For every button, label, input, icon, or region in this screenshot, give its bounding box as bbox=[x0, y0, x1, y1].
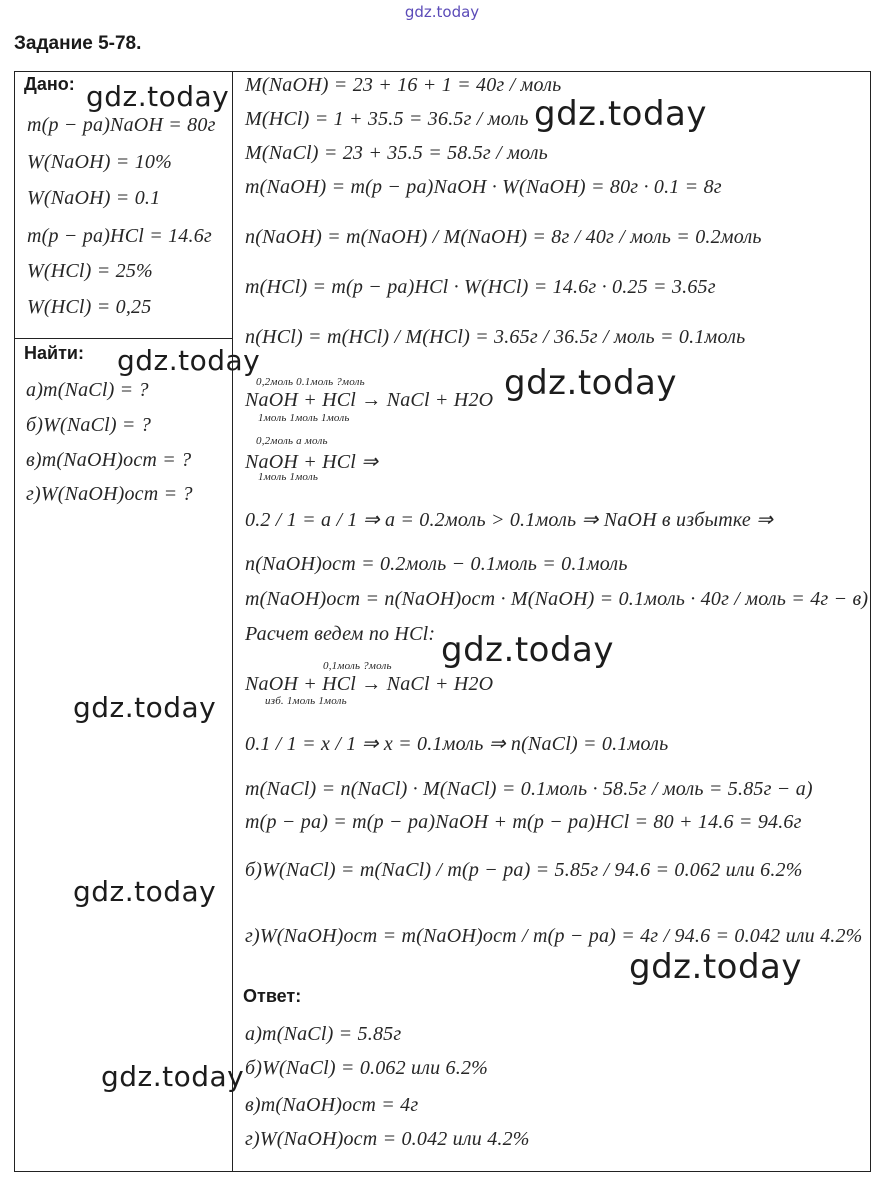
solution-line: n(NaOH)ост = 0.2моль − 0.1моль = 0.1моль bbox=[245, 553, 628, 575]
find-line: а)m(NaCl) = ? bbox=[26, 379, 149, 401]
reaction-amounts: 0,1моль ?моль bbox=[323, 660, 392, 672]
watermark: gdz.today bbox=[86, 80, 230, 113]
watermark: gdz.today bbox=[504, 363, 677, 403]
given-label: Дано: bbox=[24, 74, 75, 94]
answer-line: а)m(NaCl) = 5.85г bbox=[245, 1023, 402, 1045]
find-line: г)W(NaOH)ост = ? bbox=[26, 483, 193, 505]
column-divider bbox=[232, 71, 233, 1172]
reaction-amounts: 0,2моль 0.1моль ?моль bbox=[256, 376, 365, 388]
watermark: gdz.today bbox=[441, 630, 614, 670]
site-link[interactable]: gdz.today bbox=[404, 3, 480, 21]
solution-line: 0.1 / 1 = x / 1 ⇒ x = 0.1моль ⇒ n(NaCl) = 0.1моль bbox=[245, 733, 669, 755]
solution-line: m(HCl) = m(p − pa)HCl · W(HCl) = 14.6г · 0.25 = 3.65г bbox=[245, 276, 716, 298]
reaction-moles: 1моль 1моль bbox=[258, 471, 319, 483]
watermark: gdz.today bbox=[73, 875, 217, 908]
reaction-moles: изб. 1моль 1моль bbox=[265, 695, 347, 707]
solution-line: г)W(NaOH)ост = m(NaOH)ост / m(p − pa) = 4г / 94.6 = 0.042 или 4.2% bbox=[245, 925, 863, 947]
solution-line: 0.2 / 1 = a / 1 ⇒ a = 0.2моль > 0.1моль ⇒ NaOH в избытке ⇒ bbox=[245, 509, 774, 531]
given-line: W(HCl) = 0,25 bbox=[27, 296, 152, 318]
find-label: Найти: bbox=[24, 343, 84, 363]
answer-line: г)W(NaOH)ост = 0.042 или 4.2% bbox=[245, 1128, 530, 1150]
solution-line: m(p − pa) = m(p − pa)NaOH + m(p − pa)HCl = 80 + 14.6 = 94.6г bbox=[245, 811, 802, 833]
watermark: gdz.today bbox=[73, 691, 217, 724]
solution-line: M(HCl) = 1 + 35.5 = 36.5г / моль bbox=[245, 108, 529, 130]
given-line: W(NaOH) = 10% bbox=[27, 151, 172, 173]
given-line: m(p − pa)HCl = 14.6г bbox=[27, 225, 212, 247]
watermark: gdz.today bbox=[101, 1060, 245, 1093]
solution-line: m(NaOH) = m(p − pa)NaOH · W(NaOH) = 80г · 0.1 = 8г bbox=[245, 176, 722, 198]
find-line: б)W(NaCl) = ? bbox=[26, 414, 152, 436]
solution-line: б)W(NaCl) = m(NaCl) / m(p − pa) = 5.85г / 94.6 = 0.062 или 6.2% bbox=[245, 859, 803, 881]
reaction-equation: NaOH + HCl → NaCl + H2O bbox=[245, 673, 494, 695]
task-title: Задание 5-78. bbox=[14, 33, 142, 54]
given-line: W(HCl) = 25% bbox=[27, 260, 153, 282]
answer-label: Ответ: bbox=[243, 986, 302, 1006]
reaction-equation: NaOH + HCl → NaCl + H2O bbox=[245, 389, 494, 411]
watermark: gdz.today bbox=[534, 94, 707, 134]
find-line: в)m(NaOH)ост = ? bbox=[26, 449, 192, 471]
reaction-equation: NaOH + HCl ⇒ bbox=[245, 451, 379, 473]
reaction-amounts: 0,2моль а моль bbox=[256, 435, 328, 447]
watermark: gdz.today bbox=[629, 947, 802, 987]
solution-line: n(HCl) = m(HCl) / M(HCl) = 3.65г / 36.5г / моль = 0.1моль bbox=[245, 326, 746, 348]
solution-line: m(NaOH)ост = n(NaOH)ост · M(NaOH) = 0.1моль · 40г / моль = 4г − в) bbox=[245, 588, 869, 610]
reaction-moles: 1моль 1моль 1моль bbox=[258, 412, 350, 424]
given-line: m(p − pa)NaOH = 80г bbox=[27, 114, 216, 136]
solution-line: m(NaCl) = n(NaCl) · M(NaCl) = 0.1моль · 58.5г / моль = 5.85г − а) bbox=[245, 778, 813, 800]
solution-line: M(NaCl) = 23 + 35.5 = 58.5г / моль bbox=[245, 142, 548, 164]
given-line: W(NaOH) = 0.1 bbox=[27, 187, 161, 209]
answer-line: б)W(NaCl) = 0.062 или 6.2% bbox=[245, 1057, 489, 1079]
solution-line: Расчет ведем по HCl: bbox=[245, 623, 436, 645]
solution-line: M(NaOH) = 23 + 16 + 1 = 40г / моль bbox=[245, 74, 562, 96]
answer-line: в)m(NaOH)ост = 4г bbox=[245, 1094, 419, 1116]
given-find-divider bbox=[14, 338, 233, 339]
watermark: gdz.today bbox=[117, 344, 261, 377]
solution-line: n(NaOH) = m(NaOH) / M(NaOH) = 8г / 40г / моль = 0.2моль bbox=[245, 226, 762, 248]
